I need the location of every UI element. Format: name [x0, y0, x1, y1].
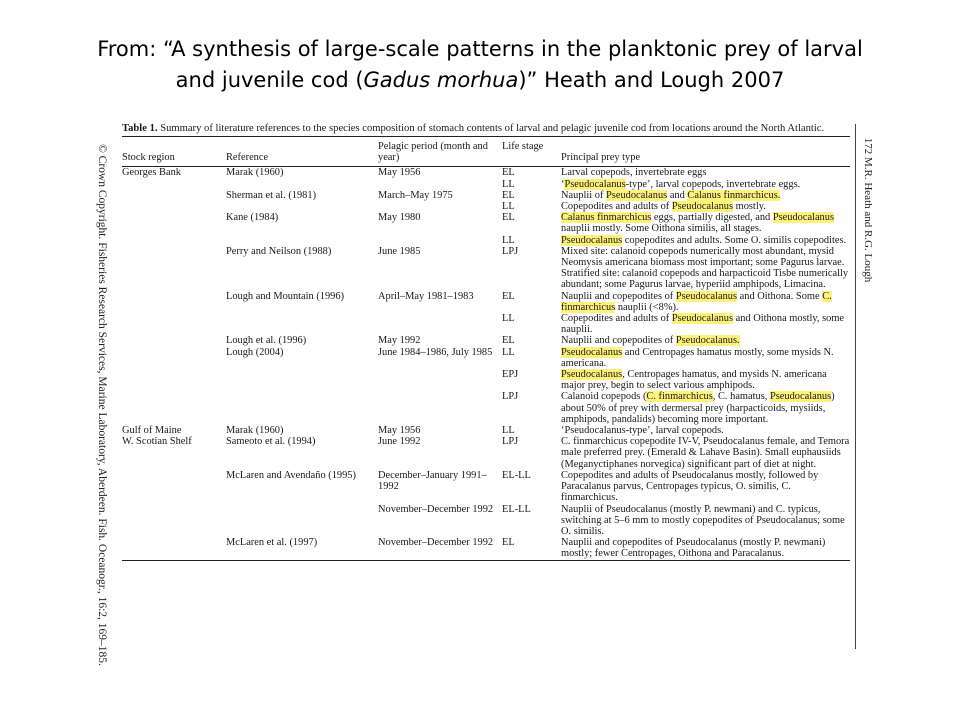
table-cell-period: June 1992 [378, 436, 421, 448]
header-stock-region: Stock region [122, 152, 175, 164]
table-cell-prey [561, 212, 850, 234]
table-cell-region [122, 335, 226, 346]
table-cell-region [122, 235, 226, 246]
prey-text: ‘Pseudocalanus-type’, larval copepods. [561, 425, 724, 437]
table-cell-reference [226, 201, 378, 212]
table-cell-region [122, 201, 226, 212]
title-line-2 [40, 65, 920, 96]
prey-text: , C. hamatus, [712, 391, 770, 403]
table-cell-reference [226, 369, 378, 391]
table-cell-period: November–December 1992 [378, 537, 494, 549]
highlighted-prey-term: Calanus finmarchicus [561, 212, 652, 224]
table-cell-region: Gulf of Maine [122, 425, 182, 437]
table-row [122, 313, 850, 335]
table-cell-period [378, 235, 502, 246]
copyright-notice: © Crown Copyright. Fisheries Research Services, Marine Laboratory, Aberdeen. Fish. Oceanogr., 16:2, 169–185. [96, 144, 108, 666]
prey-text: -type’, larval copepods, invertebrate eggs. [625, 178, 801, 190]
table-cell-life-stage: LPJ [502, 436, 519, 448]
table-caption [122, 122, 850, 136]
table-cell-life-stage: EL [502, 212, 515, 224]
table-cell-period: May 1992 [378, 335, 421, 347]
highlighted-prey-term: Pseudocalanus [561, 346, 623, 358]
table-cell-prey [561, 425, 850, 436]
table-cell-reference [226, 504, 378, 538]
table-cell-reference [226, 235, 378, 246]
table-cell-life-stage: EL-LL [502, 503, 531, 515]
table-row [122, 504, 850, 538]
table-cell-prey [561, 391, 850, 425]
highlighted-prey-term: Pseudocalanus [675, 290, 738, 302]
table-cell-reference: Marak (1960) [226, 425, 284, 437]
prey-text: copepodites and adults. Some O. similis copepodites. [622, 234, 847, 246]
table-cell-period: May 1956 [378, 167, 421, 179]
table-cell-reference: Sherman et al. (1981) [226, 189, 317, 201]
prey-text: Nauplii of [561, 189, 607, 201]
table-cell-reference: McLaren et al. (1997) [226, 537, 318, 549]
table-cell-reference: Marak (1960) [226, 167, 284, 179]
prey-text: eggs, partially digested, and [651, 212, 773, 224]
table-row [122, 436, 850, 470]
table-row [122, 347, 850, 369]
table-row [122, 537, 850, 559]
prey-text: and [667, 189, 688, 201]
highlighted-prey-term: Pseudocalanus [671, 313, 734, 325]
title-species: Gadus morhua [363, 68, 519, 92]
table-cell-life-stage: LPJ [502, 245, 519, 257]
table-cell-prey [561, 167, 850, 178]
table-cell-life-stage: LL [502, 234, 515, 246]
table-cell-period: December–January 1991–1992 [378, 469, 487, 493]
table-cell-period [378, 369, 502, 391]
table-row [122, 212, 850, 234]
table-caption-text: Summary of literature references to the species composition of stomach contents of larval and pelagic juvenile cod from locations around the North Atlantic. [160, 123, 825, 134]
prey-text: Calanoid copepods ( [561, 391, 647, 403]
table-cell-period [378, 313, 502, 335]
title-line2-end: )” Heath and Lough 2007 [518, 68, 785, 92]
table-cell-region [122, 313, 226, 335]
highlighted-prey-term: Pseudocalanus [769, 391, 832, 403]
prey-text: , Centropages hamatus, and mysids N. americana major prey, begin to select various amphipods. [561, 369, 827, 392]
slide-title [40, 34, 920, 96]
table-cell-region [122, 391, 226, 425]
table-cell-prey [561, 235, 850, 246]
table-cell-reference: Lough (2004) [226, 346, 284, 358]
table-cell-prey [561, 190, 850, 201]
table-cell-period: November–December 1992 [378, 503, 494, 515]
table-cell-period: April–May 1981–1983 [378, 290, 474, 302]
table-cell-prey [561, 291, 850, 313]
prey-text: ) about 50% of prey with dermersal prey (harpacticoids, mysiids, amphipods, pandalids) becoming more important. [561, 391, 835, 425]
table-cell-life-stage: LL [502, 346, 515, 358]
table-row [122, 179, 850, 190]
table-cell-region [122, 190, 226, 201]
table-cell-period [378, 391, 502, 425]
table-cell-prey [561, 179, 850, 190]
table-cell-prey [561, 201, 850, 212]
table-cell-life-stage: LL [502, 313, 515, 325]
table-cell-region [122, 179, 226, 190]
prey-text: ‘ [561, 178, 565, 190]
prey-text: Copepodites and adults of Pseudocalanus mostly, followed by Paracalanus parvus, Centropages typicus, O. similis, C. finmarchicus. [561, 469, 819, 504]
prey-text: mostly. [733, 201, 766, 213]
table-row [122, 391, 850, 425]
table-cell-life-stage: EL [502, 189, 515, 201]
prey-text: Nauplii of Pseudocalanus (mostly P. newmani) and C. typicus, switching at 5–6 mm to mostly copepodites of Pseudocalanus; some O. similis. [561, 503, 845, 537]
table-cell-region [122, 537, 226, 559]
highlighted-prey-term: Pseudocalanus [561, 234, 623, 246]
table-cell-prey [561, 313, 850, 335]
table-cell-prey [561, 470, 850, 504]
header-pelagic-period: Pelagic period (month and year) [378, 141, 488, 164]
table-cell-reference [226, 313, 378, 335]
table-row [122, 335, 850, 346]
table-cell-prey [561, 246, 850, 291]
title-line2-start: and juvenile cod ( [175, 68, 364, 92]
highlighted-prey-term: Pseudocalanus [772, 212, 834, 224]
table-cell-life-stage: EL [502, 290, 515, 302]
table-cell-region: Georges Bank [122, 167, 181, 179]
table-cell-period: May 1980 [378, 212, 421, 224]
table-cell-region [122, 246, 226, 291]
prey-text: and Centropages hamatus mostly, some mysids N. americana. [561, 346, 834, 369]
table-cell-period: June 1985 [378, 245, 421, 257]
prey-text: Copepodites and adults of [561, 201, 672, 213]
prey-text: Nauplii and copepodites of Pseudocalanus (mostly P. newmani) mostly; fewer Centropages, Oithona and Paracalanus. [561, 537, 826, 560]
highlighted-prey-term: Pseudocalanus [561, 369, 623, 381]
table-bottom-rule [122, 560, 850, 561]
table-cell-reference [226, 179, 378, 190]
table-body [122, 167, 850, 559]
prey-text: and Oithona. Some [737, 290, 823, 302]
table-cell-region [122, 504, 226, 538]
table-cell-life-stage: LL [502, 201, 515, 213]
table-header-row [122, 137, 850, 166]
highlighted-prey-term: C. finmarchicus [561, 290, 832, 313]
table-cell-period: May 1956 [378, 425, 421, 437]
table-cell-region [122, 347, 226, 369]
table-row [122, 167, 850, 178]
table-cell-region: W. Scotian Shelf [122, 436, 192, 448]
table-cell-region [122, 369, 226, 391]
table-cell-reference: Perry and Neilson (1988) [226, 245, 332, 257]
highlighted-prey-term: C. finmarchicus [646, 391, 713, 403]
table-cell-life-stage: LL [502, 425, 515, 437]
prey-text: C. finmarchicus copepodite IV-V, Pseudocalanus female, and Temora male preferred prey. (Emerald & Lahave Basin). Small euphausiids (Meganyctiphanes norvegica) significant part of diet at night. [561, 436, 850, 470]
prey-text: nauplii (<8%). [615, 301, 679, 313]
table-row [122, 246, 850, 291]
table-row [122, 291, 850, 313]
prey-text: Larval copepods, invertebrate eggs [561, 167, 707, 179]
table-cell-life-stage: LL [502, 178, 515, 190]
table-cell-life-stage: EL [502, 335, 515, 347]
table-cell-region [122, 470, 226, 504]
table-cell-reference [226, 391, 378, 425]
highlighted-prey-term: Pseudocalanus [671, 201, 734, 213]
prey-text: Nauplii and copepodites of [561, 290, 676, 302]
table-cell-period [378, 179, 502, 190]
prey-table [122, 137, 850, 560]
table-cell-prey [561, 537, 850, 559]
running-head: 172 M.R. Heath and R.G. Lough [862, 137, 874, 283]
table-cell-reference: Lough and Mountain (1996) [226, 290, 345, 302]
table-cell-prey [561, 335, 850, 346]
title-line-1: From: “A synthesis of large-scale patterns in the planktonic prey of larval [97, 37, 863, 61]
table-cell-prey [561, 436, 850, 470]
table-cell-region [122, 291, 226, 313]
table-cell-period [378, 201, 502, 212]
table-cell-region [122, 212, 226, 234]
table-cell-life-stage: EL [502, 167, 515, 179]
highlighted-prey-term: Pseudocalanus [564, 178, 626, 190]
table-cell-life-stage: EL-LL [502, 469, 531, 481]
prey-text: nauplii mostly. Some Oithona similis, all stages. [561, 223, 762, 235]
table-cell-prey [561, 369, 850, 391]
table-cell-reference: McLaren and Avendaño (1995) [226, 469, 356, 481]
table-caption-label: Table 1. [122, 123, 158, 134]
table-cell-period: June 1984–1986, July 1985 [378, 346, 493, 358]
table-cell-reference: Lough et al. (1996) [226, 335, 307, 347]
table-cell-prey [561, 347, 850, 369]
table-cell-reference: Kane (1984) [226, 212, 279, 224]
table-row [122, 470, 850, 504]
table-cell-life-stage: EPJ [502, 369, 519, 381]
table-row [122, 190, 850, 201]
table-cell-life-stage: EL [502, 537, 515, 549]
table-cell-period: March–May 1975 [378, 189, 453, 201]
header-principal-prey: Principal prey type [561, 152, 641, 164]
header-reference: Reference [226, 152, 269, 164]
prey-text: Nauplii and copepodites of [561, 335, 676, 347]
highlighted-prey-term: Calanus finmarchicus. [687, 189, 781, 201]
highlighted-prey-term: Pseudocalanus. [675, 335, 740, 347]
prey-text: Mixed site: calanoid copepods numerically most abundant, mysid Neomysis americana biomass most important; some Pagurus larvae. Stratified site: calanoid copepods and harpacticoid Tisbe numerically abundant; some Pagurus larvae, hyperiid amphipods, Limacina. [561, 245, 849, 291]
table-cell-prey [561, 504, 850, 538]
table-row [122, 201, 850, 212]
prey-text: Copepodites and adults of [561, 313, 672, 325]
table-cell-life-stage: LPJ [502, 391, 519, 403]
table-cell-reference: Sameoto et al. (1994) [226, 436, 316, 448]
header-life-stage: Life stage [502, 141, 544, 152]
table-row [122, 235, 850, 246]
prey-text: and Oithona mostly, some nauplii. [561, 313, 845, 336]
table-row [122, 369, 850, 391]
page-edge-rule [855, 124, 856, 649]
table-row [122, 425, 850, 436]
highlighted-prey-term: Pseudocalanus [606, 189, 668, 201]
document-page [122, 122, 850, 561]
